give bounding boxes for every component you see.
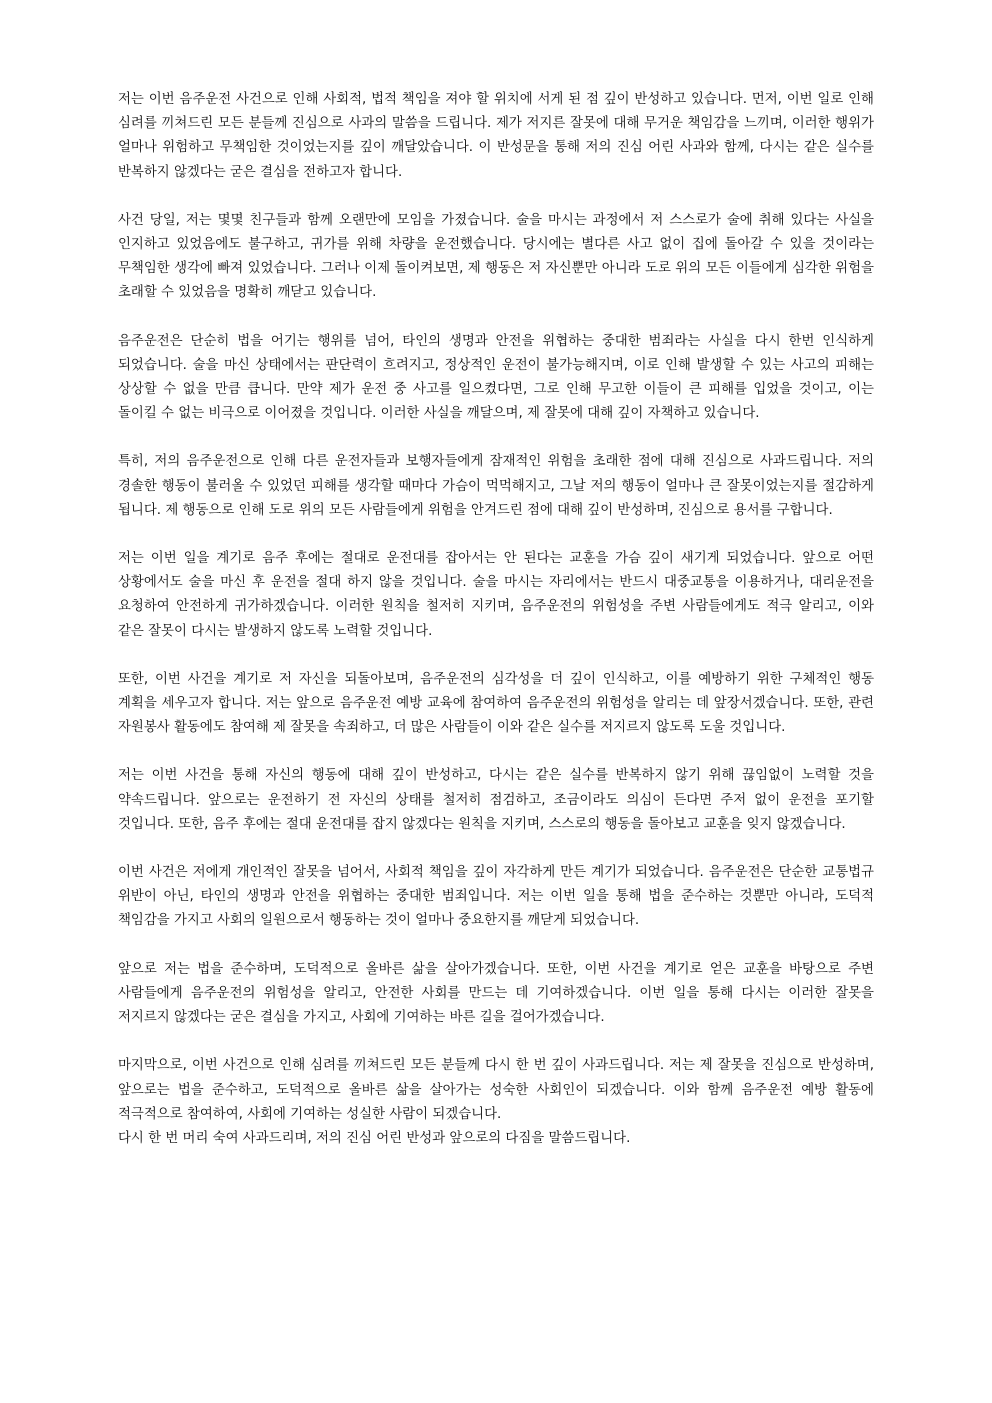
paragraph-seriousness: 음주운전은 단순히 법을 어기는 행위를 넘어, 타인의 생명과 안전을 위협하는 중대한 범죄라는 사실을 다시 한번 인식하게 되었습니다. 술을 마신 상태에서는 판단력이 흐려지고, 정상적인 운전이 불가능해지며, 이로 인해 발생할 수 있는 사고의 피해는 상상할 수 없을 만큼 큽니다. 만약 제가 운전 중 사고를 일으켰다면, 그로 인해 무고한 이들이 큰 피해를 입었을 것이고, 이는 돌이킬 수 없는 비극으로 이어졌을 것입니다. 이러한 사실을 깨달으며, 제 잘못에 대해 깊이 자책하고 있습니다. — [118, 333, 874, 422]
paragraph-apology-intro: 저는 이번 음주운전 사건으로 인해 사회적, 법적 책임을 져야 할 위치에 서게 된 점 깊이 반성하고 있습니다. 먼저, 이번 일로 인해 심려를 끼쳐드린 모든 분들께 진심으로 사과의 말씀을 드립니다. 제가 저지른 잘못에 대해 무거운 책임감을 느끼며, 이러한 행위가 얼마나 위험하고 무책임한 것이었는지를 깊이 깨달았습니다. 이 반성문을 통해 저의 진심 어린 사과와 함께, 다시는 같은 실수를 반복하지 않겠다는 굳은 결심을 전하고자 합니다. — [118, 92, 874, 180]
paragraph-closing: 마지막으로, 이번 사건으로 인해 심려를 끼쳐드린 모든 분들께 다시 한 번 깊이 사과드립니다. 저는 제 잘못을 진심으로 반성하며, 앞으로는 법을 준수하고, 도덕적으로 올바른 삶을 살아가는 성숙한 사회인이 되겠습니다. 이와 함께 음주운전 예방 활동에 적극적으로 참여하여, 사회에 기여하는 성실한 사람이 되겠습니다. — [118, 1058, 875, 1122]
paragraph-incident-day: 사건 당일, 저는 몇몇 친구들과 함께 오랜만에 모임을 가졌습니다. 술을 마시는 과정에서 저 스스로가 술에 취해 있다는 사실을 인지하고 있었음에도 불구하고, 귀가를 위해 차량을 운전했습니다. 당시에는 별다른 사고 없이 집에 돌아갈 수 있을 것이라는 무책임한 생각에 빠져 있었습니다. 그러나 이제 돌이켜보면, 제 행동은 저 자신뿐만 아니라 도로 위의 모든 이들에게 심각한 위험을 초래할 수 있었음을 명확히 깨닫고 있습니다. — [118, 212, 874, 301]
paragraph-promise: 저는 이번 사건을 통해 자신의 행동에 대해 깊이 반성하고, 다시는 같은 실수를 반복하지 않기 위해 끊임없이 노력할 것을 약속드립니다. 앞으로는 운전하기 전 자신의 상태를 철저히 점검하고, 조금이라도 의심이 든다면 주저 없이 운전을 포기할 것입니다. 또한, 음주 후에는 절대 운전대를 잡지 않겠다는 원칙을 지키며, 스스로의 행동을 돌아보고 교훈을 잊지 않겠습니다. — [118, 768, 874, 832]
paragraph-action-plan: 또한, 이번 사건을 계기로 저 자신을 되돌아보며, 음주운전의 심각성을 더 깊이 인식하고, 이를 예방하기 위한 구체적인 행동 계획을 세우고자 합니다. 저는 앞으로 음주운전 예방 교육에 참여하여 음주운전의 위험성을 알리는 데 앞장서겠습니다. 또한, 관련 자원봉사 활동에도 참여해 제 잘못을 속죄하고, 더 많은 사람들이 이와 같은 실수를 저지르지 않도록 도울 것입니다. — [118, 671, 874, 736]
paragraph-lesson: 저는 이번 일을 계기로 음주 후에는 절대로 운전대를 잡아서는 안 된다는 교훈을 가슴 깊이 새기게 되었습니다. 앞으로 어떤 상황에서도 술을 마신 후 운전을 절대 하지 않을 것입니다. 술을 마시는 자리에서는 반드시 대중교통을 이용하거나, 대리운전을 요청하여 안전하게 귀가하겠습니다. 이러한 원칙을 철저히 지키며, 음주운전의 위험성을 주변 사람들에게도 적극 알리고, 이와 같은 잘못이 다시는 발생하지 않도록 노력할 것입니다. — [118, 551, 874, 639]
paragraph-apology-to-others: 특히, 저의 음주운전으로 인해 다른 운전자들과 보행자들에게 잠재적인 위험을 초래한 점에 대해 진심으로 사과드립니다. 저의 경솔한 행동이 불러올 수 있었던 피해를 생각할 때마다 가슴이 먹먹해지고, 그날 저의 행동이 얼마나 큰 잘못이었는지를 절감하게 됩니다. 제 행동으로 인해 도로 위의 모든 사람들에게 위험을 안겨드린 점에 대해 깊이 반성하며, 진심으로 용서를 구합니다. — [118, 454, 874, 518]
paragraph-final-line: 다시 한 번 머리 숙여 사과드리며, 저의 진심 어린 반성과 앞으로의 다짐을 말씀드립니다. — [118, 1130, 631, 1146]
document-body — [118, 88, 874, 1151]
paragraph-social-responsibility: 이번 사건은 저에게 개인적인 잘못을 넘어서, 사회적 책임을 깊이 자각하게 만든 계기가 되었습니다. 음주운전은 단순한 교통법규 위반이 아닌, 타인의 생명과 안전을 위협하는 중대한 범죄입니다. 저는 이번 일을 통해 법을 준수하는 것뿐만 아니라, 도덕적 책임감을 가지고 사회의 일원으로서 행동하는 것이 얼마나 중요한지를 깨닫게 되었습니다. — [118, 865, 874, 929]
paragraph-future-life: 앞으로 저는 법을 준수하며, 도덕적으로 올바른 삶을 살아가겠습니다. 또한, 이번 사건을 계기로 얻은 교훈을 바탕으로 주변 사람들에게 음주운전의 위험성을 알리고, 안전한 사회를 만드는 데 기여하겠습니다. 이번 일을 통해 다시는 이러한 잘못을 저지르지 않겠다는 굳은 결심을 가지고, 사회에 기여하는 바른 길을 걸어가겠습니다. — [118, 961, 874, 1026]
